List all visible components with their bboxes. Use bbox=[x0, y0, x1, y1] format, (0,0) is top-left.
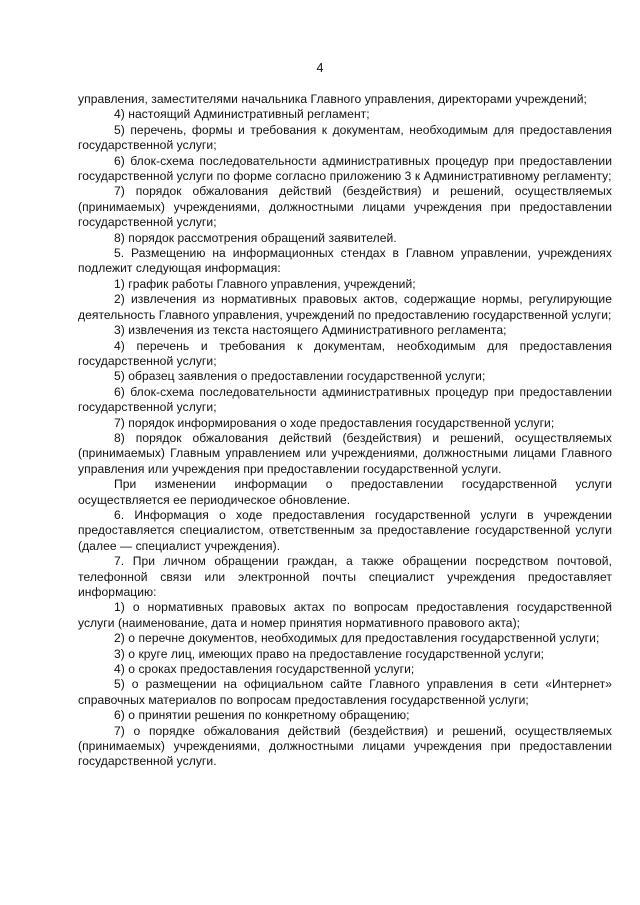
paragraph: 1) график работы Главного управления, учреждений; bbox=[114, 276, 416, 291]
paragraph: 8) порядок обжалования действий (бездействия) и решений, осуществляемых (принимаемых) Главным управлением или учреждениями, должностными лицами Главного управления или учреждения при предоставлении государственной услуги. bbox=[78, 430, 612, 476]
page-number: 4 bbox=[316, 61, 324, 75]
paragraph: При изменении информации о предоставлении государственной услуги осуществляется ее периодическое обновление. bbox=[78, 477, 612, 507]
paragraph: 6) блок-схема последовательности административных процедур при предоставлении государственной услуги; bbox=[78, 384, 612, 415]
paragraph: 4) настоящий Административный регламент; bbox=[114, 107, 370, 122]
paragraph: 3) о круге лиц, имеющих право на предоставление государственной услуги; bbox=[114, 646, 545, 661]
paragraph: 6) о принятии решения по конкретному обращению; bbox=[114, 708, 410, 723]
paragraph: 3) извлечения из текста настоящего Административного регламента; bbox=[114, 323, 507, 338]
paragraph: 5) перечень, формы и требования к документам, необходимым для предоставления государственной услуги; bbox=[78, 122, 612, 153]
paragraph: 4) перечень и требования к документам, необходимым для предоставления государственной услуги; bbox=[78, 338, 612, 368]
paragraph: 6. Информация о ходе предоставления государственной услуги в учреждении предоставляется специалистом, ответственным за предоставление государственной услуги (далее — специалист учреждения). bbox=[78, 507, 612, 553]
paragraph: 2) извлечения из нормативных правовых актов, содержащие нормы, регулирующие деятельность Главного управления, учреждений по предоставлению государственной услуги; bbox=[78, 292, 612, 322]
paragraph: 7. При личном обращении граждан, а также обращении посредством почтовой, телефонной связи или электронной почты специалист учреждения предоставляет информацию: bbox=[78, 554, 612, 599]
paragraph: 5) образец заявления о предоставлении государственной услуги; bbox=[114, 369, 486, 384]
paragraph: 7) о порядке обжалования действий (бездействия) и решений, осуществляемых (принимаемых) учреждениями, должностными лицами учреждения при предоставлении государственной услуги. bbox=[78, 723, 612, 769]
paragraph: 6) блок-схема последовательности административных процедур при предоставлении государственной услуги по форме согласно приложению 3 к Административному регламенту; bbox=[78, 153, 612, 184]
document-body bbox=[78, 92, 612, 770]
paragraph: 2) о перечне документов, необходимых для предоставления государственной услуги; bbox=[114, 631, 600, 646]
paragraph: 4) о сроках предоставления государственной услуги; bbox=[114, 662, 415, 677]
paragraph: 7) порядок информирования о ходе предоставления государственной услуги; bbox=[114, 415, 555, 430]
paragraph: 5) о размещении на официальном сайте Главного управления в сети «Интернет» справочных материалов по вопросам предоставления государственной услуги; bbox=[78, 677, 612, 707]
paragraph: 8) порядок рассмотрения обращений заявителей. bbox=[114, 230, 397, 245]
paragraph: управления, заместителями начальника Главного управления, директорами учреждений; bbox=[78, 92, 587, 106]
paragraph: 1) о нормативных правовых актах по вопросам предоставления государственной услуги (наименование, дата и номер принятия нормативного правового акта); bbox=[78, 600, 612, 630]
paragraph: 5. Размещению на информационных стендах в Главном управлении, учреждениях подлежит следующая информация: bbox=[78, 246, 612, 276]
paragraph: 7) порядок обжалования действий (бездействия) и решений, осуществляемых (принимаемых) учреждениями, должностными лицами учреждения при предоставлении государственной услуги; bbox=[78, 184, 612, 230]
